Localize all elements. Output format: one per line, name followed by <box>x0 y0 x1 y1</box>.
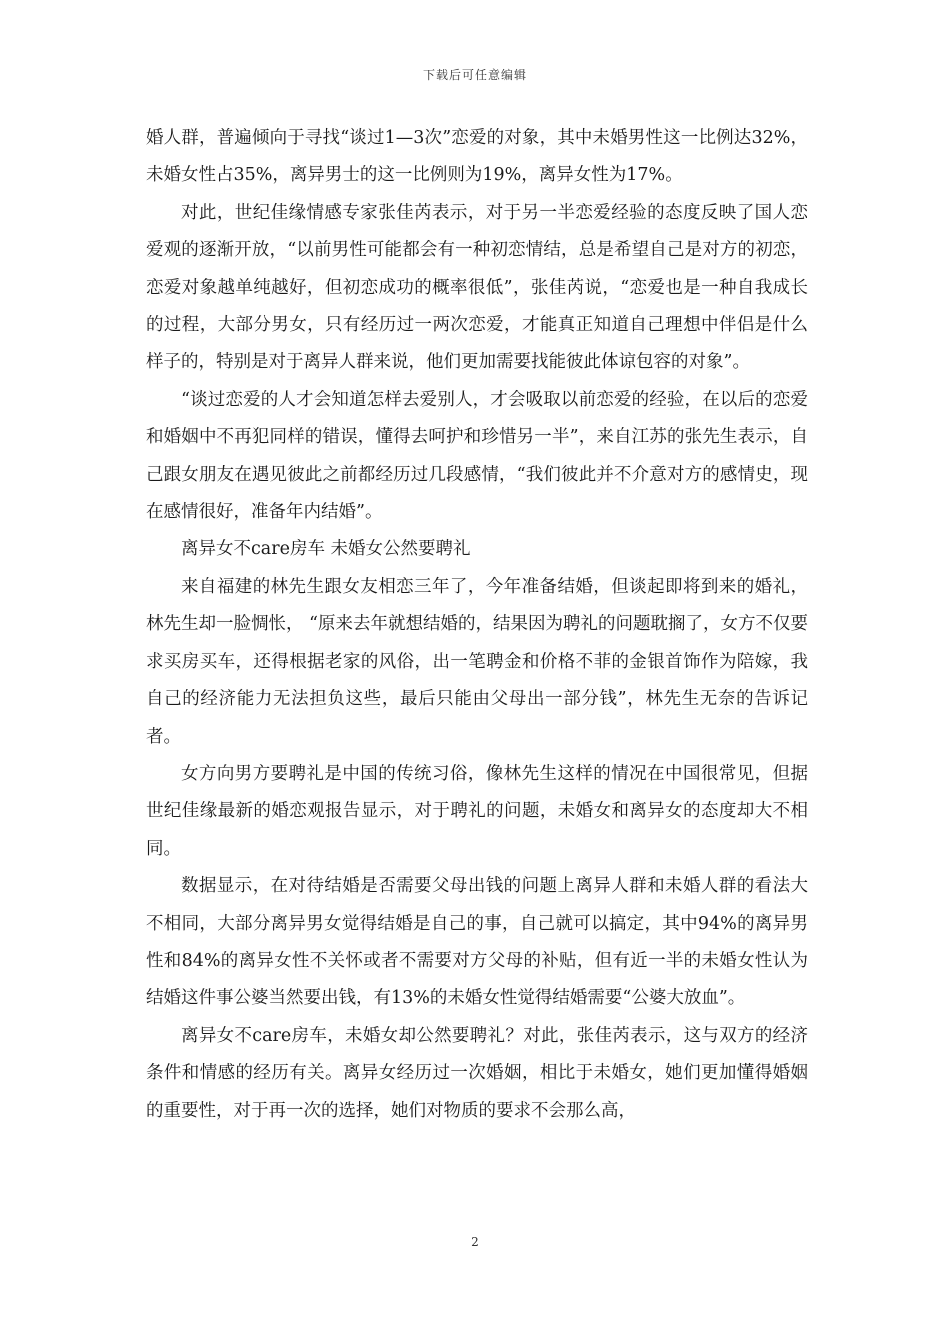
paragraph-6: 女方向男方要聘礼是中国的传统习俗，像林先生这样的情况在中国很常见，但据世纪佳缘最新的婚恋观报告显示，对于聘礼的问题，未婚女和离异女的态度却大不相同。 <box>146 763 808 859</box>
page-header: 下载后可任意编辑 <box>422 68 527 82</box>
document-body <box>146 120 808 1130</box>
paragraph-5: 来自福建的林先生跟女友相恋三年了，今年准备结婚，但谈起即将到来的婚礼，林先生却一脸惆怅， “原来去年就想结婚的，结果因为聘礼的问题耽搁了，女方不仅要求买房买车，还得根据老家的风俗，出一笔聘金和价格不菲的金银首饰作为陪嫁，我自己的经济能力无法担负这些，最后只能由父母出一部分钱”，林先生无奈的告诉记者。 <box>146 576 809 747</box>
paragraph-8: 离异女不care房车，未婚女却公然要聘礼？对此，张佳芮表示，这与双方的经济条件和情感的经历有关。离异女经历过一次婚姻，相比于未婚女，她们更加懂得婚姻的重要性，对于再一次的选择，她们对物质的要求不会那么高， <box>146 1025 808 1121</box>
section-heading: 离异女不care房车 未婚女公然要聘礼 <box>181 539 471 560</box>
page-number: 2 <box>471 1235 479 1249</box>
paragraph-2: 对此，世纪佳缘情感专家张佳芮表示，对于另一半恋爱经验的态度反映了国人恋爱观的逐渐开放，“以前男性可能都会有一种初恋情结，总是希望自己是对方的初恋，恋爱对象越单纯越好，但初恋成功的概率很低”，张佳芮说，“恋爱也是一种自我成长的过程，大部分男女，只有经历过一两次恋爱，才能真正知道自己理想中伴侣是什么样子的，特别是对于离异人群来说，他们更加需要找能彼此体谅包容的对象”。 <box>146 202 808 373</box>
paragraph-3: “谈过恋爱的人才会知道怎样去爱别人，才会吸取以前恋爱的经验，在以后的恋爱和婚姻中不再犯同样的错误，懂得去呵护和珍惜另一半”，来自江苏的张先生表示，自己跟女朋友在遇见彼此之前都经历过几段感情，“我们彼此并不介意对方的感情史，现在感情很好，准备年内结婚”。 <box>146 389 808 523</box>
paragraph-1: 婚人群，普遍倾向于寻找“谈过1—3次”恋爱的对象，其中未婚男性这一比例达32%，未婚女性占35%，离异男士的这一比例则为19%，离异女性为17%。 <box>146 128 808 186</box>
paragraph-7: 数据显示，在对待结婚是否需要父母出钱的问题上离异人群和未婚人群的看法大不相同，大部分离异男女觉得结婚是自己的事，自己就可以搞定，其中94%的离异男性和84%的离异女性不关怀或者不需要对方父母的补贴，但有近一半的未婚女性认为结婚这件事公婆当然要出钱，有13%的未婚女性觉得结婚需要“公婆大放血”。 <box>146 876 808 1009</box>
